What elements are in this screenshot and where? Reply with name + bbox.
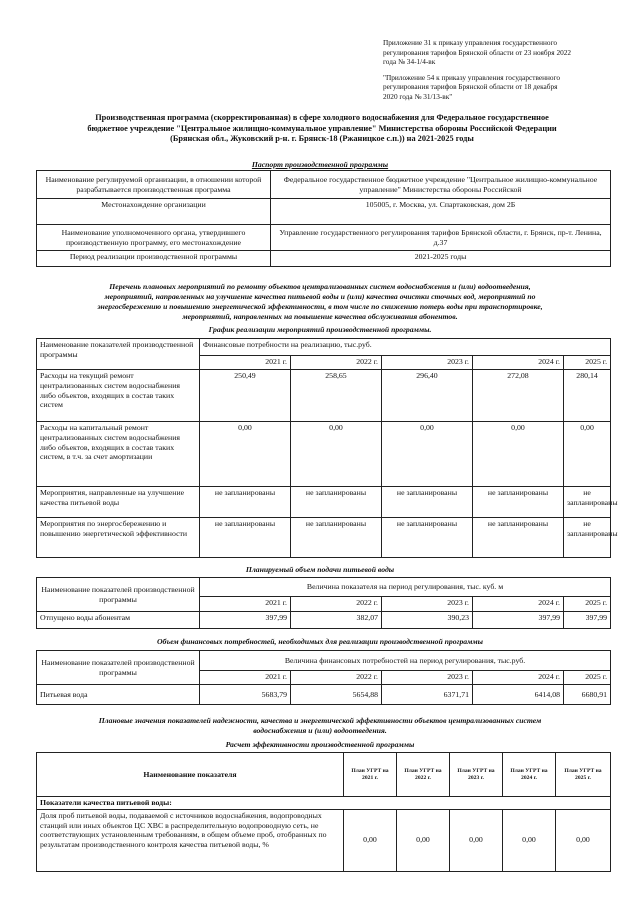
schedule-caption: График реализации мероприятий производственной программы. — [208, 325, 432, 334]
measures-caption: Перечень плановых мероприятий по ремонту объектов централизованных систем водоснабжения и (или) водоотведения, мероприятий, направленных на улучшение качества питьевой воды и (или) качества очистки сточных вод, мероприятий по энергосбережению и повышению энергетической эффективности, в том числе по снижению потерь воды при транспортировке, мероприятий, направленных на повышение качества обслуживания абонентов. — [97, 282, 543, 321]
annex-line: регулирования тарифов Брянской области от 18 декабря — [383, 82, 558, 92]
reliability-caption: Плановые значения показателей надежности, качества и энергетической эффективности объектов централизованных систем водоснабжения и (или) водоотведения. — [98, 716, 542, 735]
table-row: Мероприятия, направленные на улучшение качества питьевой воды не запланированы не запланированы не запланированы не запланированы не запланированы — [37, 487, 611, 518]
calc-caption: Расчет эффективности производственной программы — [225, 740, 415, 749]
table-row: Местонахождение организации 105005, г. Москва, ул. Спартаковская, дом 2Б — [37, 199, 611, 225]
annex-line: года № 34-1/4-вк — [383, 57, 436, 67]
table-header-row: Наименование показателя План УГРТ на 2021 г. План УГРТ на 2022 г. План УГРТ на 2023 г. План УГРТ на 2024 г. План УГРТ на 2025 г. — [37, 753, 611, 797]
table-section-row: Показатели качества питьевой воды: — [37, 797, 611, 810]
annex-line: 2020 года № 31/13-вк" — [383, 91, 453, 101]
table-row: Отпущено воды абонентам 397,99 382,07 390,23 397,99 397,99 — [37, 612, 611, 629]
table-row: Расходы на текущий ремонт централизованных систем водоснабжения либо объектов, входящих в состав таких систем 250,49 258,65 296,40 272,08 280,14 — [37, 370, 611, 422]
table-header-row: 2021 г. 2022 г. 2023 г. 2024 г. 2025 г. — [37, 597, 611, 612]
measures-table — [36, 338, 618, 558]
table-row: Наименование уполномоченного органа, утвердившего производственную программу, его местонахождение Управление государственного регулирования тарифов Брянской области, г. Брянск, пр-т. Ленина, д.37 — [37, 225, 611, 251]
annex-line: "Приложение 54 к приказу управления государственного — [383, 72, 561, 82]
annex-line: регулирования тарифов Брянской области от 23 ноября 2022 — [383, 47, 572, 57]
table-row: Питьевая вода 5683,79 5654,88 6371,71 6414,08 6680,91 — [37, 685, 611, 705]
document-title: Производственная программа (скорректированная) в сфере холодного водоснабжения для Федеральное государственное бюджетное учреждение "Центральное жилищно-коммунальное управление" Министерства обороны Российской Федерации (Брянская обл., Жуковский р-н. г. Брянск-18 (Ржаницкое с.п.)) на 2021-2025 годы — [87, 113, 557, 144]
table-header-row: 2021 г. 2022 г. 2023 г. 2024 г. 2025 г. — [37, 356, 611, 370]
table-header-row: Наименование показателей производственной программы Величина финансовых потребностей на период регулирования, тыс.руб. — [37, 651, 611, 671]
reliability-table — [36, 752, 611, 872]
table-header-row: Наименование показателей производственной программы Величина показателя на период регулирования, тыс. куб. м — [37, 578, 611, 597]
table-row: Доля проб питьевой воды, подаваемой с источников водоснабжения, водопроводных станций или иных объектов ЦС ХВС в распределительную водопроводную сеть, не соответствующих установленным требованиям, в общем объеме проб, отобранных по результатам производственного контроля качества питьевой воды, % 0,00 0,00 0,00 0,00 0,00 — [37, 809, 611, 871]
supply-caption: Планируемый объем подачи питьевой воды — [245, 565, 395, 574]
passport-caption: Паспорт производственной программы — [251, 160, 389, 169]
table-row: Расходы на капитальный ремонт централизованных систем водоснабжения либо объектов, входящих в состав таких систем, в т.ч. за счет амортизации 0,00 0,00 0,00 0,00 0,00 — [37, 422, 611, 487]
finance-table — [36, 650, 611, 705]
annex-note — [383, 38, 613, 102]
finance-caption: Объем финансовых потребностей, необходимых для реализации производственной программы — [156, 637, 484, 646]
supply-table — [36, 577, 611, 629]
table-row: Период реализации производственной программы 2021-2025 годы — [37, 251, 611, 267]
table-row: Мероприятия по энергосбережению и повышению энергетической эффективности не запланированы не запланированы не запланированы не запланированы не запланированы — [37, 518, 611, 558]
passport-table — [36, 170, 611, 267]
table-header-row: 2021 г. 2022 г. 2023 г. 2024 г. 2025 г. — [37, 671, 611, 685]
table-header-row: Наименование показателей производственной программы Финансовые потребности на реализацию, тыс.руб. — [37, 339, 611, 356]
table-row: Наименование регулируемой организации, в отношении которой разрабатывается производственная программа Федеральное государственное бюджетное учреждение "Центральное жилищно-коммунальное управление" Министерства обороны Российской — [37, 171, 611, 199]
annex-line: Приложение 31 к приказу управления государственного — [383, 38, 558, 47]
